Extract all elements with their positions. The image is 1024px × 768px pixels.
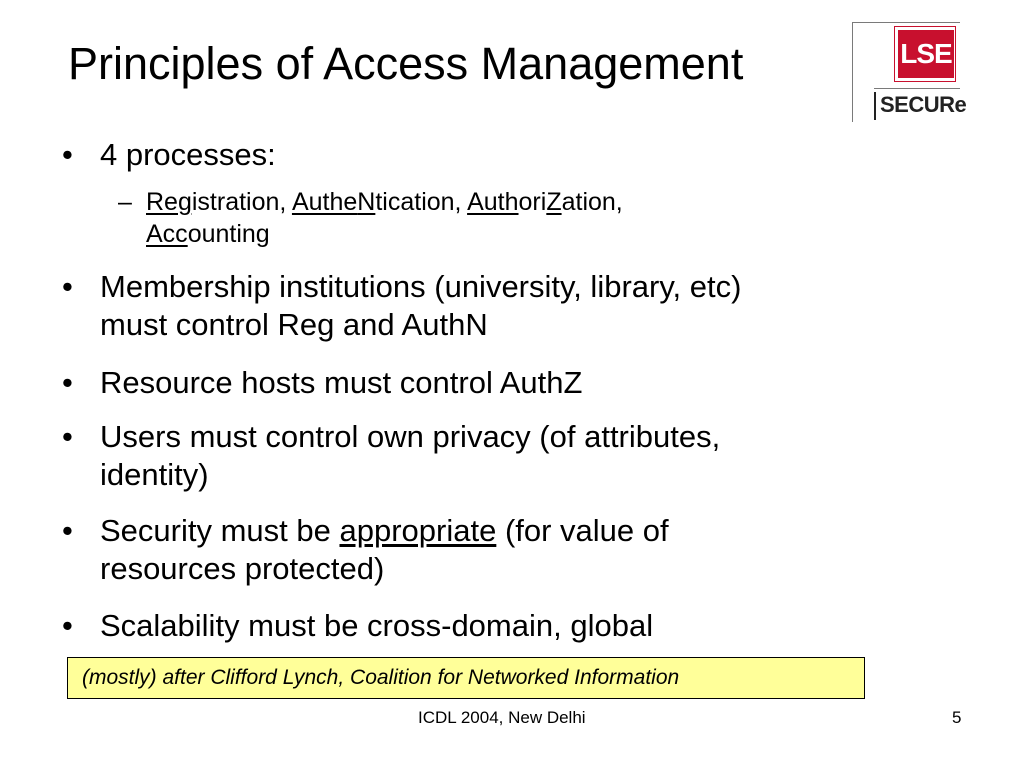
authn-underlined-2: N xyxy=(357,188,376,216)
acc-underlined: Acc xyxy=(146,220,188,248)
bullet-dot: • xyxy=(62,608,73,643)
logo-top-rule xyxy=(852,22,960,23)
bullet-dot: • xyxy=(62,137,73,172)
logo-divider xyxy=(874,88,960,89)
bullet-dot: • xyxy=(62,513,73,548)
reg-rest: istration, xyxy=(191,188,292,216)
attribution-text: (mostly) after Clifford Lynch, Coalition for Networked Information xyxy=(82,666,680,689)
logo-bar xyxy=(874,92,876,120)
bullet-line: Membership institutions (university, library, etc) xyxy=(100,269,742,304)
bullet-line: identity) xyxy=(100,457,209,492)
bullet-dot: • xyxy=(62,419,73,454)
authz-underlined-2: Z xyxy=(546,188,562,216)
bullet-dot: • xyxy=(62,269,73,304)
slide-title: Principles of Access Management xyxy=(68,38,744,89)
bullet-text: Scalability must be cross-domain, global xyxy=(100,608,654,643)
authn-underlined-1: Authe xyxy=(291,188,358,216)
authz-mid: ori xyxy=(518,188,547,216)
bullet-text xyxy=(100,512,960,588)
bullet-line: resources protected) xyxy=(100,551,385,586)
secure-logo-text: SECURe xyxy=(880,92,967,117)
sub-bullet-dash: – xyxy=(118,188,132,216)
authz-rest: ation, xyxy=(561,188,623,216)
reg-underlined: Reg xyxy=(146,188,192,216)
bullet-text: Resource hosts must control AuthZ xyxy=(100,365,583,400)
bullet-text-post: (for value of xyxy=(496,513,669,548)
logo-vertical-rule xyxy=(852,22,853,122)
acc-rest: ounting xyxy=(187,220,270,248)
bullet-line: must control Reg and AuthN xyxy=(100,307,488,342)
bullet-text-pre: Security must be xyxy=(100,513,340,548)
appropriate-underlined: appropriate xyxy=(339,513,497,548)
authn-rest: tication, xyxy=(375,188,468,216)
page-number: 5 xyxy=(952,708,962,727)
attribution-note xyxy=(67,657,865,699)
bullet-line: Users must control own privacy (of attributes, xyxy=(100,419,721,454)
footer-event: ICDL 2004, New Delhi xyxy=(418,708,586,727)
lse-secure-logo xyxy=(852,22,967,122)
authz-underlined-1: Auth xyxy=(467,188,519,216)
bullet-text xyxy=(100,418,960,494)
lse-logo-text: LSE xyxy=(898,30,954,78)
bullet-dot: • xyxy=(62,365,73,400)
bullet-text xyxy=(100,268,960,344)
bullet-text: 4 processes: xyxy=(100,137,276,172)
sub-bullet-text xyxy=(146,186,846,250)
